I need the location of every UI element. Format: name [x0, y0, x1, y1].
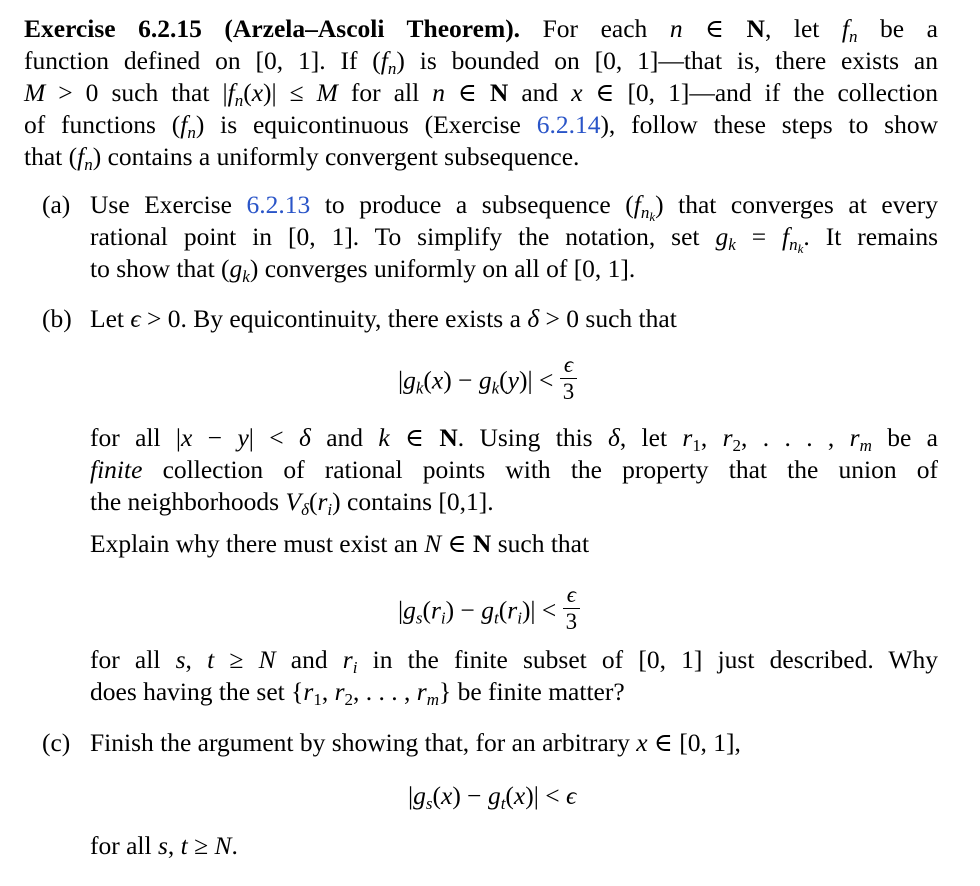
- fraction-epsilon-over-3: $\frac{\epsilon}{3}$: [563, 582, 581, 635]
- exercise-heading: Exercise 6.2.15 (Arzela–Ascoli Theorem).: [24, 14, 521, 43]
- part-b-explain: Explain why there must exist an N ∈ N such that: [90, 529, 590, 558]
- equation-equicontinuity: $|g_k(x) - g_k(y)|$ < $\frac{\epsilon}{3}$: [398, 356, 577, 409]
- part-b-label: (b): [42, 304, 72, 333]
- equation-cauchy-rational: $|g_s(r_i) - g_t(r_i)|$ < $\frac{\epsilon}{3}$: [398, 586, 580, 639]
- part-a-line-3: to show that $(g_k)$ converges uniformly on all of [0, 1].: [90, 254, 636, 286]
- part-a-label: (a): [42, 190, 71, 219]
- fraction-epsilon-over-3: $\frac{\epsilon}{3}$: [560, 352, 578, 405]
- part-b-line-2: for all |x − y| < δ and k ∈ N. Using this δ, let $r_1$, $r_2$, . . . , $r_m$ be a: [90, 423, 938, 455]
- part-a-line-2: rational point in [0, 1]. To simplify the notation, set $g_k = f_{n_k}$. It remains: [90, 222, 938, 256]
- equation-uniform-cauchy: $|g_s(x) - g_t(x)| < \epsilon$: [408, 781, 577, 813]
- part-b-line-6: does having the set {$r_1$, $r_2$, . . . , $r_m$} be finite matter?: [90, 677, 625, 709]
- part-c-line-1: Finish the argument by showing that, for an arbitrary x ∈ [0, 1],: [90, 728, 741, 757]
- part-c-final: for all s, t ≥ N.: [90, 831, 238, 860]
- intro-line-4: of functions $(f_n)$ is equicontinuous (Exercise 6.2.14), follow these steps to show: [24, 110, 938, 142]
- part-b-line-1: Let ϵ > 0. By equicontinuity, there exists a δ > 0 such that: [90, 304, 677, 333]
- part-a-line-1: Use Exercise 6.2.13 to produce a subsequence $(f_{n_k})$ that converges at every: [90, 190, 938, 224]
- exercise-6-2-14-link[interactable]: 6.2.14: [536, 110, 601, 139]
- intro-line-2: function defined on [0, 1]. If $(f_n)$ is bounded on [0, 1]—that is, there exists an: [24, 46, 939, 78]
- intro-line-5: that $(f_n)$ contains a uniformly convergent subsequence.: [24, 142, 580, 174]
- intro-line-3: M > 0 such that $|f_n(x)| \le M$ for all n ∈ N and x ∈ [0, 1]—and if the collection: [24, 78, 938, 110]
- intro-line-1: Exercise 6.2.15 (Arzela–Ascoli Theorem). For each n ∈ N, let $f_n$ be a: [24, 14, 938, 46]
- part-c-label: (c): [42, 728, 71, 757]
- part-b-line-5: for all s, t ≥ N and $r_i$ in the finite subset of [0, 1] just described. Why: [90, 645, 938, 677]
- part-b-line-3: finite collection of rational points with the property that the union of: [90, 455, 938, 484]
- exercise-6-2-13-link[interactable]: 6.2.13: [246, 190, 311, 219]
- part-b-line-4: the neighborhoods $V_\delta(r_i)$ contains [0,1].: [90, 487, 494, 519]
